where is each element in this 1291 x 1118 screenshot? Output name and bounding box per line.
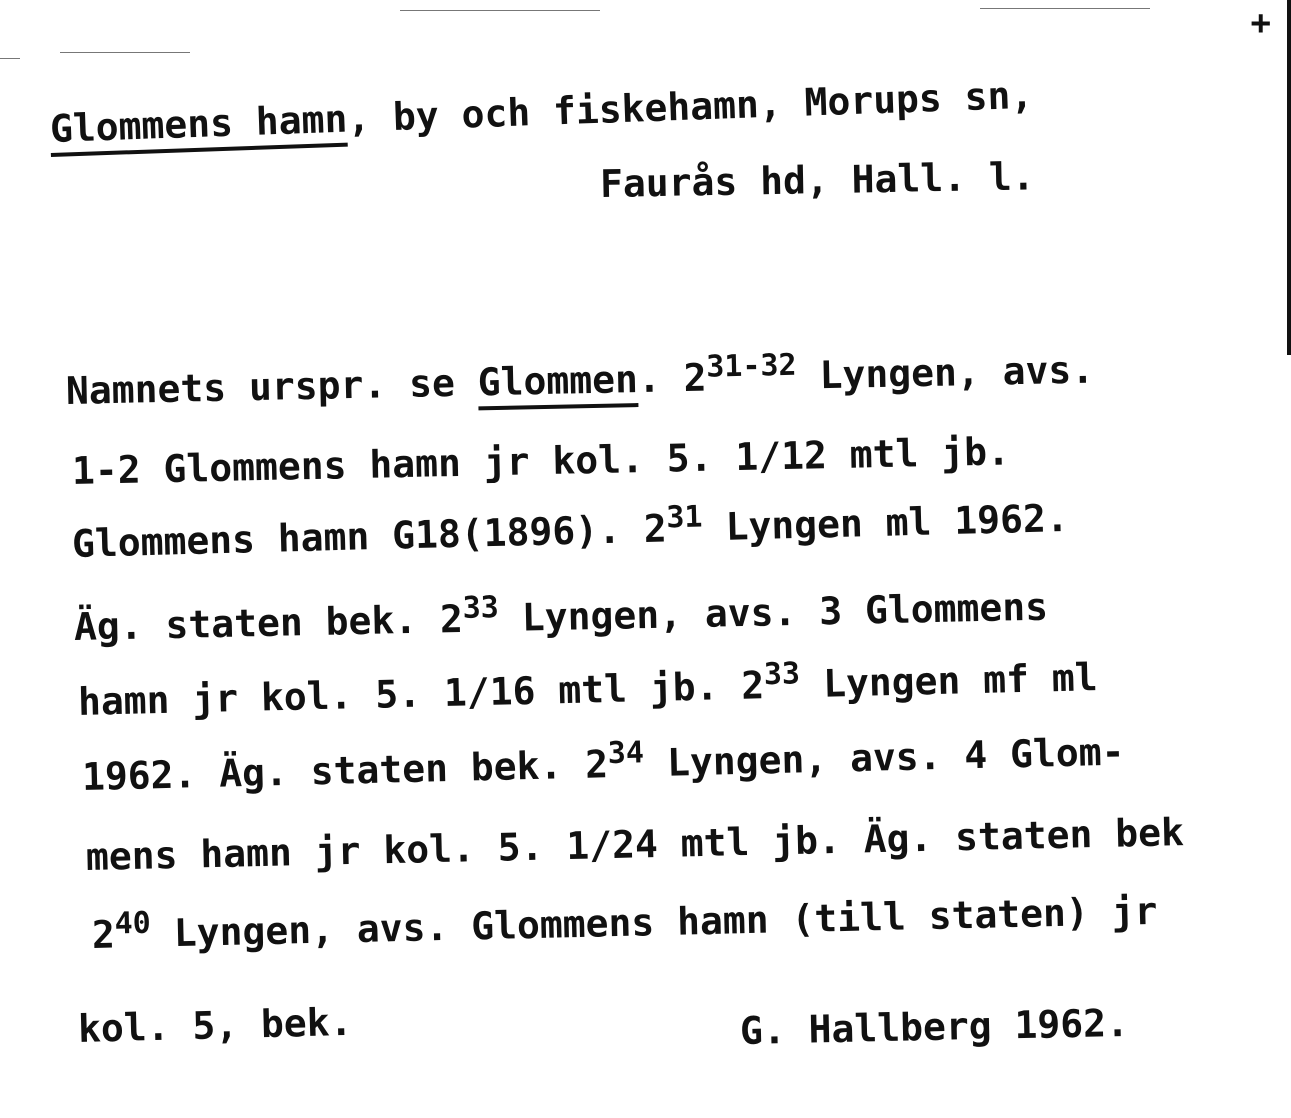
heading-line-2	[599, 154, 1036, 206]
body-text: Lyngen, avs. 3 Glommens	[498, 584, 1049, 641]
scan-speck	[60, 52, 190, 53]
body-text: 2	[91, 912, 116, 957]
body-text: hamn jr kol. 5. 1/16 mtl jb. 2	[77, 663, 765, 724]
superscript: 34	[607, 735, 645, 772]
superscript: 40	[114, 905, 152, 942]
body-line-6	[81, 729, 1125, 799]
superscript: 31-32	[705, 347, 797, 385]
body-text: Lyngen ml 1962.	[702, 495, 1070, 550]
superscript: 33	[763, 656, 801, 693]
body-text: 1-2 Glommens hamn jr kol. 5. 1/12 mtl jb.	[71, 429, 1011, 493]
signature: G. Hallberg 1962.	[739, 1000, 1130, 1053]
body-line-7	[85, 810, 1185, 879]
body-text: Lyngen mf ml	[799, 655, 1099, 707]
body-text: Äg. staten bek. 2	[73, 596, 464, 649]
body-text: Lyngen, avs.	[796, 347, 1095, 398]
cross-reference: Glommen	[477, 357, 638, 410]
card-right-edge	[1287, 0, 1291, 355]
body-line-2	[71, 429, 1011, 493]
body-text: 1962. Äg. staten bek. 2	[81, 742, 609, 799]
body-line-3	[71, 495, 1070, 566]
body-line-4	[73, 584, 1049, 649]
body-line-1	[65, 347, 1095, 413]
signature-line	[739, 1000, 1130, 1053]
scan-speck	[980, 8, 1150, 9]
place-description: , by och fiskehamn, Morups sn,	[346, 72, 1034, 141]
district-text: Faurås hd, Hall. l.	[599, 154, 1036, 206]
superscript: 33	[462, 590, 500, 626]
body-line-8	[91, 888, 1158, 957]
body-text: . 2	[637, 355, 707, 402]
body-line-9	[77, 999, 354, 1051]
scan-speck	[0, 58, 20, 59]
superscript: 31	[665, 499, 703, 536]
body-text: mens hamn jr kol. 5. 1/24 mtl jb. Äg. staten bek	[85, 810, 1185, 879]
body-text: Lyngen, avs. 4 Glom-	[643, 729, 1125, 786]
scan-speck	[400, 10, 600, 11]
corner-mark: +	[1250, 3, 1271, 43]
body-text: kol. 5, bek.	[77, 999, 354, 1051]
body-line-5	[77, 655, 1099, 724]
body-text: Namnets urspr. se	[65, 360, 479, 413]
body-text: Glommens hamn G18(1896). 2	[71, 506, 668, 566]
place-name: Glommens hamn	[49, 97, 348, 157]
body-text: Lyngen, avs. Glommens hamn (till staten) jr	[150, 888, 1158, 956]
heading-line-1	[49, 72, 1034, 151]
